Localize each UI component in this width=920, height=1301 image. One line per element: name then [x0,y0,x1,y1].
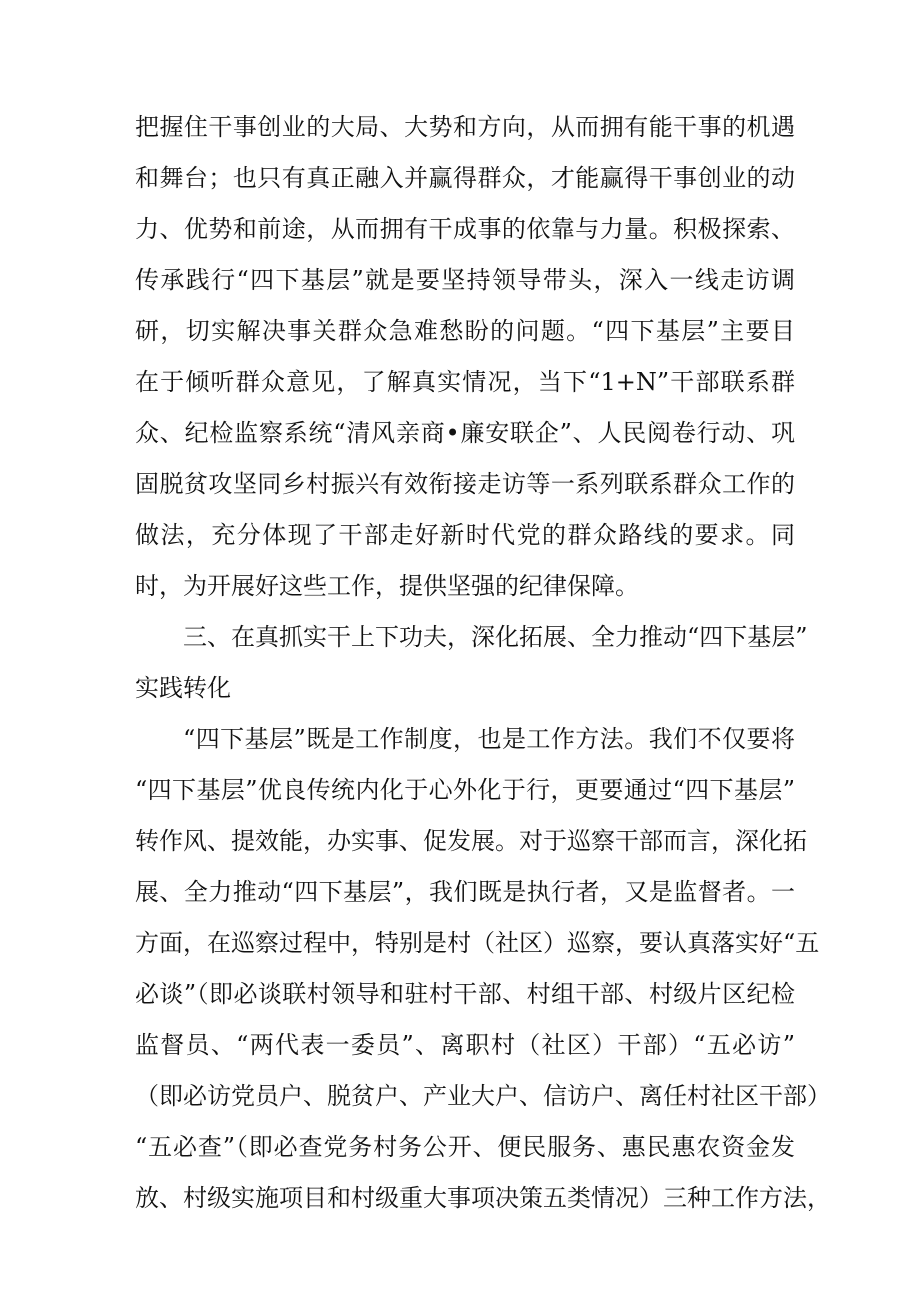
text-line-5: 研，切实解决事关群众急难愁盼的问题。“四下基层”主要目 [135,317,795,345]
text-line-13: “四下基层”既是工作制度，也是工作方法。我们不仅要将 [183,725,795,753]
text-line-16: 展、全力推动“四下基层”，我们既是执行者，又是监督者。一 [135,878,795,906]
section-heading-line-2: 实践转化 [135,674,231,702]
text-line-17: 方面，在巡察过程中，特别是村（社区）巡察，要认真落实好“五 [135,929,820,957]
text-line-18: 必谈”（即必谈联村领导和驻村干部、村组干部、村级片区纪检 [135,980,795,1008]
text-line-21: “五必查”（即必查党务村务公开、便民服务、惠民惠农资金发 [135,1133,795,1161]
text-line-10: 时，为开展好这些工作，提供坚强的纪律保障。 [135,572,639,600]
text-line-20: （即必访党员户、脱贫户、产业大户、信访户、离任村社区干部） [135,1082,831,1110]
text-line-15: 转作风、提效能，办实事、促发展。对于巡察干部而言，深化拓 [135,827,807,855]
text-line-3: 力、优势和前途，从而拥有干成事的依靠与力量。积极探索、 [135,215,795,243]
text-line-22: 放、村级实施项目和村级重大事项决策五类情况）三种工作方法， [135,1184,831,1212]
text-line-9: 做法，充分体现了干部走好新时代党的群众路线的要求。同 [135,521,795,549]
text-line-19: 监督员、“两代表一委员”、离职村（社区）干部）“五必访” [135,1031,795,1059]
text-line-8: 固脱贫攻坚同乡村振兴有效衔接走访等一系列联系群众工作的 [135,470,795,498]
text-line-2: 和舞台；也只有真正融入并赢得群众，才能赢得干事创业的动 [135,164,795,192]
text-line-1: 把握住干事创业的大局、大势和方向，从而拥有能干事的机遇 [135,113,795,141]
text-line-6: 在于倾听群众意见，了解真实情况，当下“1+N”干部联系群 [135,368,795,396]
text-line-4: 传承践行“四下基层”就是要坚持领导带头，深入一线走访调 [135,266,795,294]
text-line-7: 众、纪检监察系统“清风亲商•廉安联企”、人民阅卷行动、巩 [135,419,795,447]
text-line-14: “四下基层”优良传统内化于心外化于行，更要通过“四下基层” [135,776,795,804]
section-heading-line-1: 三、在真抓实干上下功夫，深化拓展、全力推动“四下基层” [183,623,808,651]
